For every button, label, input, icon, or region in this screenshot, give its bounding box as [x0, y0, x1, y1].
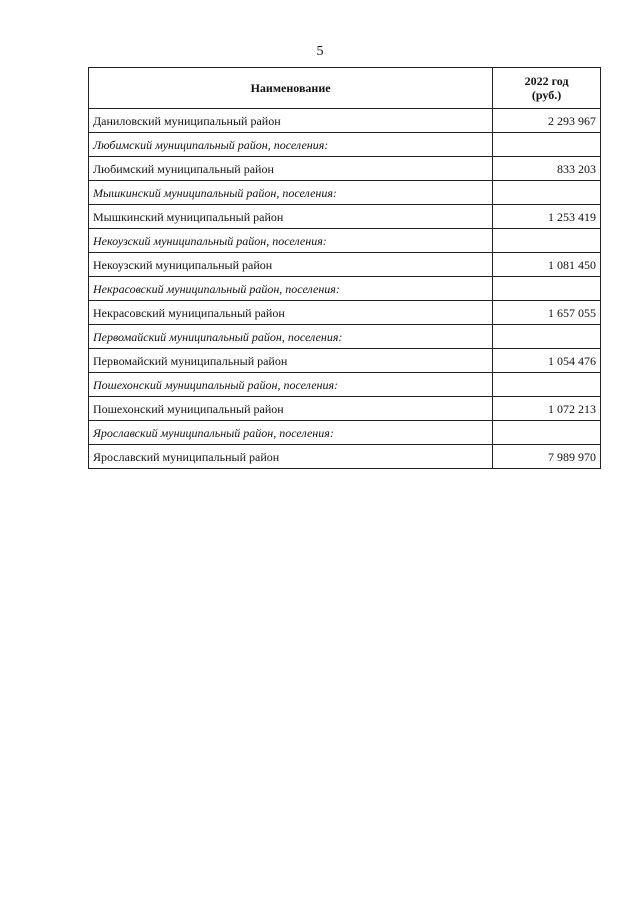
table-row: [89, 397, 601, 421]
row-amount: [493, 181, 601, 205]
row-amount: [493, 133, 601, 157]
table-row: [89, 205, 601, 229]
row-name: Любимский муниципальный район, поселения:: [89, 133, 493, 157]
row-name: Первомайский муниципальный район, поселения:: [89, 325, 493, 349]
budget-table: [88, 67, 601, 469]
table-row-group-heading: [89, 133, 601, 157]
table-row: [89, 253, 601, 277]
row-amount: [493, 229, 601, 253]
table-row: [89, 349, 601, 373]
row-amount: 1 253 419: [493, 205, 601, 229]
row-name: Некрасовский муниципальный район, поселения:: [89, 277, 493, 301]
table-row: [89, 445, 601, 469]
column-header-unit: (руб.): [531, 88, 562, 102]
table-row-group-heading: [89, 325, 601, 349]
row-amount: [493, 277, 601, 301]
row-name: Некоузский муниципальный район: [89, 253, 493, 277]
row-amount: 1 072 213: [493, 397, 601, 421]
row-name: Любимский муниципальный район: [89, 157, 493, 181]
row-name: Пошехонский муниципальный район: [89, 397, 493, 421]
row-name: Ярославский муниципальный район, поселения:: [89, 421, 493, 445]
row-name: Пошехонский муниципальный район, поселения:: [89, 373, 493, 397]
row-amount: [493, 325, 601, 349]
row-amount: 1 657 055: [493, 301, 601, 325]
row-amount: [493, 421, 601, 445]
row-name: Даниловский муниципальный район: [89, 109, 493, 133]
row-name: Некрасовский муниципальный район: [89, 301, 493, 325]
row-name: Мышкинский муниципальный район: [89, 205, 493, 229]
table-row-group-heading: [89, 373, 601, 397]
row-amount: 833 203: [493, 157, 601, 181]
row-amount: 2 293 967: [493, 109, 601, 133]
table-row-group-heading: [89, 181, 601, 205]
row-name: Некоузский муниципальный район, поселения:: [89, 229, 493, 253]
row-name: Ярославский муниципальный район: [89, 445, 493, 469]
table-row-group-heading: [89, 421, 601, 445]
row-name: Первомайский муниципальный район: [89, 349, 493, 373]
column-header-amount: [493, 68, 601, 109]
table-row: [89, 109, 601, 133]
column-header-name: Наименование: [89, 68, 493, 109]
table-body: [89, 109, 601, 469]
table-row: [89, 157, 601, 181]
column-header-year: 2022 год: [524, 74, 569, 88]
row-amount: 1 054 476: [493, 349, 601, 373]
row-amount: 7 989 970: [493, 445, 601, 469]
row-amount: 1 081 450: [493, 253, 601, 277]
table-row: [89, 301, 601, 325]
page-number: 5: [316, 44, 324, 59]
row-amount: [493, 373, 601, 397]
row-name: Мышкинский муниципальный район, поселения:: [89, 181, 493, 205]
table-row-group-heading: [89, 229, 601, 253]
table-row-group-heading: [89, 277, 601, 301]
table-header-row: [89, 68, 601, 109]
